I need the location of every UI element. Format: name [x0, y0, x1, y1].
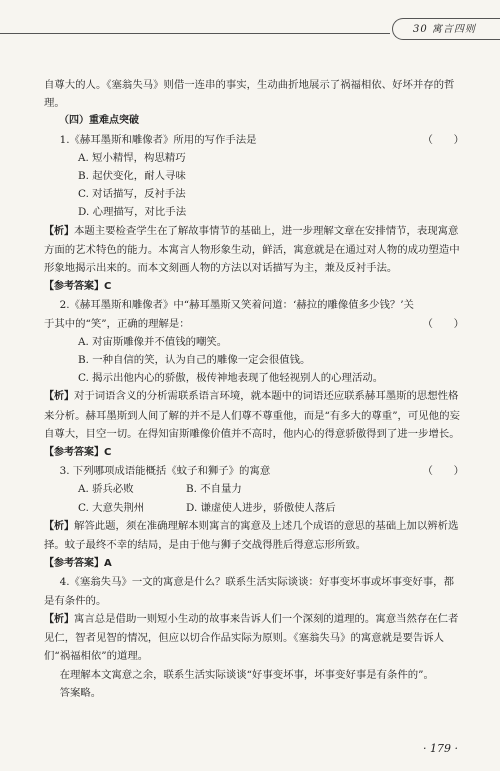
- q4-extra: 在理解本文寓意之余，联系生活实际谈谈“好事变坏事，坏事变好事是有条件的”。: [59, 668, 434, 681]
- q3-option-d: D. 谦虚使人进步，骄傲使人落后: [186, 501, 336, 514]
- q2-analysis-text: 对于词语含义的分析需联系语言环境，就本题中的词语还应联系赫耳墨斯的思想性格来分析。赫耳墨斯到人间了解的并不是人们尊不尊重他，而是“有多大的尊重”，可见他的妄自尊大，目空一切。在得知宙斯雕像价值并不高时，他内心的得意骄傲得到了进一步增长。: [44, 390, 460, 440]
- answer-tag: 【参考答案】: [44, 281, 104, 293]
- question-3-stem: 3. 下列哪项成语能概括《蚊子和狮子》的寓意: [59, 465, 271, 478]
- q1-analysis: [44, 222, 464, 278]
- q2-answer-value: C: [104, 447, 112, 459]
- q2-option-b: B. 一种自信的笑，认为自己的雕像一定会很值钱。: [78, 354, 311, 367]
- q1-option-a: A. 短小精悍，构思精巧: [78, 151, 186, 164]
- question-2: [44, 296, 464, 332]
- q1-answer: [44, 277, 464, 296]
- q1-option-c: C. 对话描写，反衬手法: [78, 188, 186, 201]
- question-1-stem: 1.《赫耳墨斯和雕像者》所用的写作手法是: [59, 133, 257, 146]
- q1-option-d: D. 心理描写，对比手法: [78, 206, 187, 219]
- q4-analysis-text: 寓言总是借助一则短小生动的故事来告诉人们一个深刻的道理的。寓意当然存在仁者见仁，智者见智的情况，但应以切合作品实际为原则。《塞翁失马》的寓意就是要告诉人们“祸福相依”的道理。: [44, 612, 459, 663]
- page-number: · 179 ·: [423, 742, 458, 755]
- q3-analysis: [44, 517, 464, 554]
- q3-answer-value: A: [104, 558, 112, 570]
- answer-blank: （ ）: [422, 465, 464, 478]
- q3-answer: [44, 554, 464, 573]
- analysis-tag: 【析】: [44, 520, 74, 532]
- running-header: [0, 14, 500, 38]
- page-body: [44, 76, 464, 702]
- q3-option-b: B. 不自量力: [186, 483, 242, 496]
- q4-analysis: [44, 610, 464, 666]
- q1-answer-value: C: [104, 281, 112, 293]
- question-4: 4.《塞翁失马》一文的寓意是什么？联系生活实际谈谈：好事变坏事或坏事变好事，都是有条件的。: [44, 576, 454, 607]
- q2-option-c: C. 揭示出他内心的骄傲，极传神地表现了他轻视别人的心理活动。: [78, 372, 384, 385]
- analysis-tag: 【析】: [44, 391, 74, 403]
- q3-option-a: A. 骄兵必败: [78, 483, 134, 496]
- answer-tag: 【参考答案】: [44, 558, 104, 570]
- q2-answer: [44, 443, 464, 462]
- q1-option-b: B. 起伏变化，耐人寻味: [78, 170, 186, 183]
- q3-option-c: C. 大意失荆州: [78, 501, 145, 514]
- header-rule: [0, 33, 390, 34]
- intro-paragraph: 自尊大的人。《塞翁失马》则借一连串的事实，生动曲折地展示了祸福相依、好坏并存的哲理。: [44, 79, 455, 110]
- analysis-tag: 【析】: [44, 613, 74, 625]
- question-1: [44, 131, 464, 149]
- q2-option-a: A. 对宙斯雕像并不值钱的嘲笑。: [78, 335, 228, 348]
- answer-blank: （ ）: [422, 317, 464, 330]
- q1-analysis-text: 本题主要检查学生在了解故事情节的基础上，进一步理解文章在安排情节，表现寓意方面的艺术特色的能力。本寓言人物形象生动，鲜活，寓意就是在通过对人物的成功塑造中形象地揭示出来的。而本文刻画人物的方法以对话描写为主，兼及反衬手法。: [44, 224, 460, 275]
- analysis-tag: 【析】: [44, 225, 74, 237]
- question-3: [44, 462, 464, 480]
- section-title: （四）重难点突破: [59, 115, 139, 127]
- q4-answer: 答案略。: [59, 686, 102, 699]
- question-2-stem: 2.《赫耳墨斯和雕像者》中“赫耳墨斯又笑着问道：‘赫拉的雕像值多少钱？’关于其中的“笑”，正确的理解是：: [44, 299, 414, 330]
- chapter-title: 30 寓言四则: [392, 18, 500, 40]
- q2-analysis: [44, 387, 464, 443]
- q3-analysis-text: 解答此题，须在准确理解本则寓言的寓意及上述几个成语的意思的基础上加以辨析选择。蚊子最终不幸的结局，是由于他与狮子交战得胜后得意忘形所致。: [44, 519, 459, 552]
- q3-options-row-2: [44, 499, 464, 517]
- q3-options-row-1: [44, 480, 464, 498]
- answer-blank: （ ）: [422, 133, 464, 146]
- answer-tag: 【参考答案】: [44, 447, 104, 459]
